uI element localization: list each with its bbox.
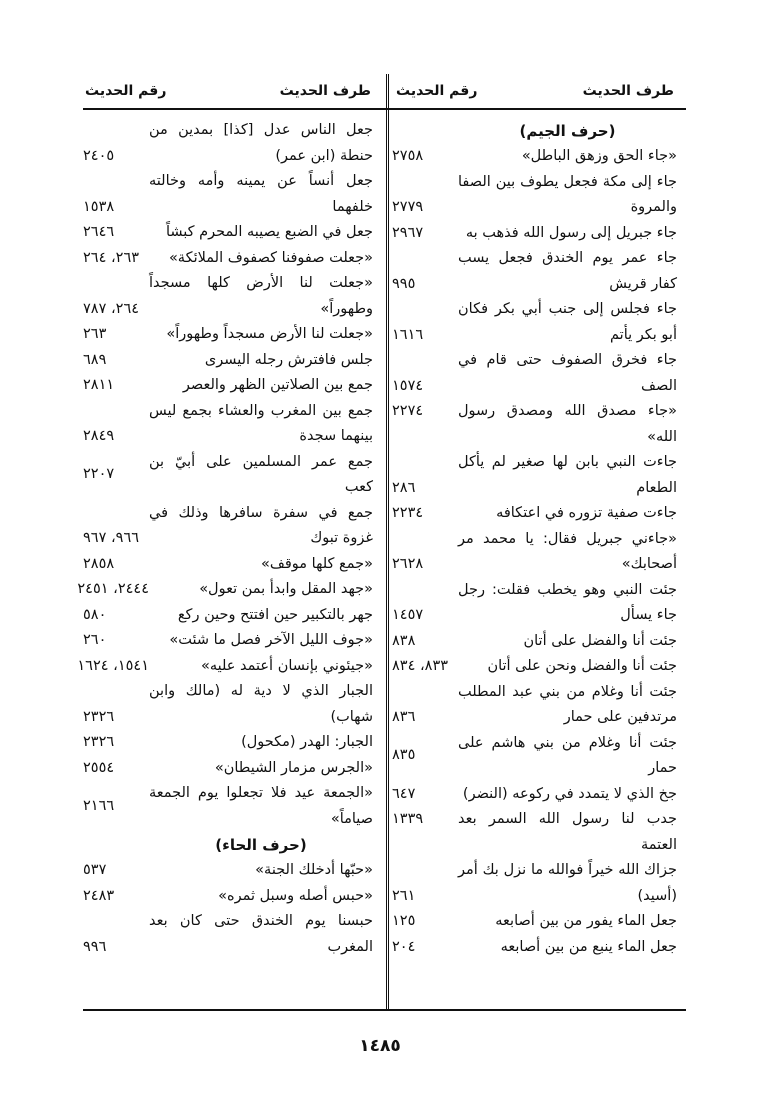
hadith-number: ٢٢٧٤ — [392, 403, 424, 419]
hadith-text: حبسنا يوم الخندق حتى كان بعد المغرب — [149, 913, 373, 955]
hadith-text: جعل الماء يفور من بين أصابعه — [495, 913, 677, 929]
index-entry — [392, 654, 677, 680]
index-entry — [83, 246, 373, 272]
hadith-number: ٢٤٤٤، ٢٤٥١ — [77, 581, 149, 597]
hadith-number: ٥٨٠ — [83, 606, 107, 623]
hadith-text: «الجمعة عيد فلا تجعلوا يوم الجمعة صياماً» — [149, 785, 373, 827]
index-entry — [392, 807, 677, 858]
index-entry — [83, 756, 373, 782]
index-entry — [83, 730, 373, 756]
index-entry — [392, 782, 677, 808]
footer-rule — [83, 1009, 686, 1011]
index-entry — [392, 909, 677, 935]
hadith-number: ١٣٣٩ — [392, 811, 424, 827]
hadith-text: جاءت صفية تزوره في اعتكافه — [496, 505, 677, 521]
hadith-number: ٢٦٤٦ — [83, 224, 115, 240]
index-entry — [83, 884, 373, 910]
column-divider — [386, 74, 389, 1009]
hadith-text: «جعلت لنا الأرض كلها مسجداً وطهوراً» — [149, 275, 373, 317]
hadith-text: جئت أنا والفضل ونحن على أتان — [487, 658, 677, 674]
index-entry — [392, 501, 677, 527]
hadith-text: «جيئوني بإنسان أعتمد عليه» — [200, 657, 373, 674]
left-column-number-label: رقم الحديث — [85, 83, 167, 99]
left-column-header — [85, 80, 371, 102]
hadith-text: جمع في سفرة سافرها وذلك في غزوة تبوك — [149, 504, 373, 546]
hadith-text: جئت النبي وهو يخطب فقلت: رجل جاء يسأل — [458, 581, 677, 623]
hadith-text: جاء فخرق الصفوف حتى قام في الصف — [458, 352, 677, 394]
index-entry — [392, 680, 677, 731]
index-entry — [392, 578, 677, 629]
hadith-text: جاء فجلس إلى جنب أبي بكر فكان أبو بكر يأتم — [458, 301, 677, 343]
right-column-number-label: رقم الحديث — [396, 83, 478, 99]
hadith-number: ٢٦٣، ٢٦٤ — [83, 249, 140, 266]
hadith-number: ٢٦٣ — [83, 326, 107, 342]
hadith-text: جمع بين الصلاتين الظهر والعصر — [182, 377, 373, 393]
hadith-number: ٢٦٠ — [83, 632, 107, 648]
index-entry — [392, 629, 677, 655]
hadith-text: «جهد المقل وابدأ بمن تعول» — [199, 581, 373, 597]
hadith-text: «حبّها أدخلك الجنة» — [255, 862, 373, 878]
hadith-number: ٦٨٩ — [83, 351, 107, 368]
hadith-number: ٢٤٠٥ — [83, 147, 115, 164]
hadith-text: جمع بين المغرب والعشاء بجمع ليس بينهما سجدة — [149, 402, 373, 444]
index-entry — [83, 169, 373, 220]
index-entry — [392, 144, 677, 170]
index-entry — [83, 628, 373, 654]
hadith-number: ٢٢٣٤ — [392, 505, 424, 521]
hadith-text: «جاءني جبريل فقال: يا محمد مر أصحابك» — [458, 530, 677, 572]
index-entry — [83, 348, 373, 374]
index-entry — [83, 220, 373, 246]
hadith-text: جلس فافترش رجله اليسرى — [204, 351, 373, 368]
hadith-text: جدب لنا رسول الله السمر بعد العتمة — [458, 811, 677, 853]
hadith-number: ٩٦٦، ٩٦٧ — [83, 530, 140, 546]
index-entry — [83, 858, 373, 884]
hadith-number: ١٥٧٤ — [392, 377, 424, 394]
hadith-text: «جمع كلها موقف» — [260, 555, 373, 572]
index-entry — [83, 271, 373, 322]
hadith-text: جزاك الله خيراً فوالله ما نزل بك أمر (أسيد) — [458, 862, 677, 904]
index-entry — [77, 654, 373, 680]
hadith-number: ١٥٤١، ١٦٢٤ — [77, 657, 149, 674]
hadith-number: ٨٣٦ — [392, 709, 416, 725]
hadith-text: جاءت النبي بابن لها صغير لم يأكل الطعام — [458, 454, 677, 496]
index-entry — [392, 348, 677, 399]
index-entry — [392, 450, 677, 501]
hadith-number: ٦٤٧ — [392, 785, 416, 802]
hadith-number: ٢٥٥٤ — [83, 759, 115, 776]
hadith-number: ٢٩٦٧ — [392, 224, 424, 241]
index-entry — [83, 781, 373, 832]
hadith-number: ٥٣٧ — [83, 862, 107, 878]
hadith-number: ٢٨٤٩ — [83, 428, 115, 444]
hadith-number: ٢٠٤ — [392, 938, 416, 955]
hadith-number: ٨٣٥ — [392, 747, 416, 764]
hadith-text: «جعلت صفوفنا كصفوف الملائكة» — [168, 249, 373, 266]
hadith-number: ٢٨٥٨ — [83, 555, 115, 572]
index-entry — [83, 450, 373, 501]
hadith-text: جعل الماء ينبع من بين أصابعه — [500, 938, 677, 955]
right-column-title-label: طرف الحديث — [582, 83, 674, 99]
index-entry — [392, 221, 677, 247]
hadith-text: جاء جبريل إلى رسول الله فذهب به — [465, 224, 677, 241]
index-entry — [83, 399, 373, 450]
hadith-number: ١٢٥ — [392, 913, 416, 929]
hadith-text: جخ الذي لا يتمدد في ركوعه (النضر) — [462, 785, 677, 802]
right-column-header — [396, 80, 674, 102]
hadith-number: ٢٦٤، ٧٨٧ — [83, 300, 140, 317]
header-rule — [83, 108, 686, 110]
index-entry — [83, 501, 373, 552]
hadith-number: ٢٧٥٨ — [392, 148, 424, 164]
hadith-text: جاء إلى مكة فجعل يطوف بين الصفا والمروة — [458, 173, 677, 215]
hadith-number: ٢١٦٦ — [83, 797, 115, 814]
hadith-number: ٢٤٨٣ — [83, 887, 115, 904]
index-entry — [392, 731, 677, 782]
hadith-text: جعل أنساً عن يمينه وأمه وخالته خلفهما — [149, 173, 373, 215]
page-number: ١٤٨٥ — [359, 1036, 401, 1056]
index-entry — [83, 679, 373, 730]
section-title-ha: (حرف الحاء) — [215, 836, 307, 854]
hadith-text: جئت أنا وغلام من بني عبد المطلب مرتدفين على حمار — [458, 683, 677, 725]
hadith-text: جعل في الضبع يصيبه المحرم كبشاً — [165, 224, 373, 240]
hadith-number: ٢٨٦ — [392, 479, 416, 496]
hadith-number: ٩٩٦ — [83, 938, 107, 955]
hadith-number: ٨٣٣، ٨٣٤ — [392, 658, 449, 674]
hadith-text: جهر بالتكبير حين افتتح وحين ركع — [177, 606, 373, 623]
index-entry — [392, 297, 677, 348]
hadith-text: «جاء مصدق الله ومصدق رسول الله» — [458, 403, 677, 445]
index-entry — [392, 399, 677, 450]
hadith-text: «جوف الليل الآخر فصل ما شئت» — [169, 632, 373, 648]
hadith-number: ٢٨١١ — [83, 377, 115, 393]
hadith-number: ١٦١٦ — [392, 326, 424, 343]
hadith-text: جاء عمر يوم الخندق فجعل يسب كفار قريش — [458, 250, 677, 292]
hadith-number: ٢٣٢٦ — [83, 708, 115, 725]
index-entry — [83, 552, 373, 578]
hadith-text: جئت أنا وغلام من بني هاشم على حمار — [458, 734, 677, 776]
hadith-number: ٢٣٢٦ — [83, 734, 115, 750]
hadith-number: ١٥٣٨ — [83, 198, 115, 215]
hadith-text: «حبس أصله وسبل ثمره» — [218, 887, 373, 904]
index-entry — [392, 935, 677, 961]
hadith-text: جئت أنا والفضل على أتان — [523, 632, 677, 649]
hadith-text: «جعلت لنا الأرض مسجداً وطهوراً» — [166, 326, 373, 342]
index-entry — [83, 909, 373, 960]
hadith-number: ٢٧٧٩ — [392, 199, 424, 215]
index-entry — [392, 246, 677, 297]
hadith-number: ٨٣٨ — [392, 632, 416, 649]
right-column — [392, 118, 677, 960]
hadith-text: جعل الناس عدل [كذا] بمدين من حنطة (ابن عمر) — [149, 122, 373, 164]
index-entry — [83, 322, 373, 348]
index-entry — [83, 373, 373, 399]
hadith-text: «جاء الحق وزهق الباطل» — [521, 148, 677, 164]
index-entry — [392, 858, 677, 909]
hadith-text: «الجرس مزمار الشيطان» — [214, 759, 373, 776]
hadith-text: جمع عمر المسلمين على أبيّ بن كعب — [149, 453, 373, 495]
hadith-number: ٢٦١ — [392, 887, 416, 904]
index-entry — [83, 118, 373, 169]
index-entry — [77, 577, 373, 603]
index-entry — [392, 170, 677, 221]
hadith-number: ٢٦٢٨ — [392, 556, 424, 572]
hadith-number: ٩٩٥ — [392, 275, 416, 292]
hadith-number: ١٤٥٧ — [392, 607, 424, 623]
left-column-title-label: طرف الحديث — [279, 83, 371, 99]
hadith-number: ٢٢٠٧ — [83, 466, 115, 483]
hadith-text: الجبار الذي لا دية له (مالك وابن شهاب) — [149, 683, 373, 725]
hadith-text: الجبار: الهدر (مكحول) — [241, 734, 373, 750]
index-entry — [83, 603, 373, 629]
section-title-jim: (حرف الجيم) — [519, 122, 616, 140]
left-column — [77, 118, 373, 960]
index-entry — [392, 527, 677, 578]
